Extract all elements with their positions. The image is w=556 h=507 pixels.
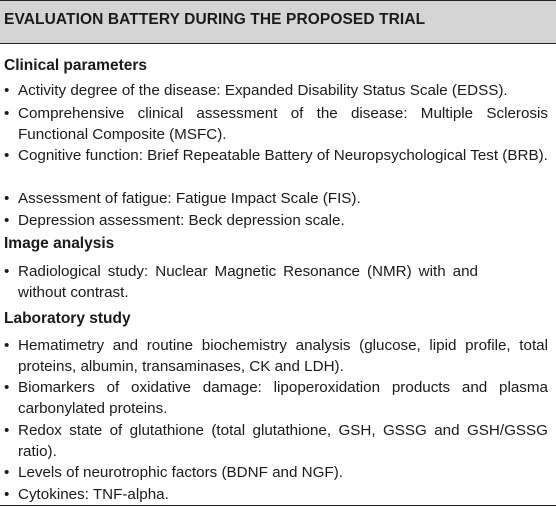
section-heading-laboratory-study: Laboratory study [4,310,131,327]
section-heading-clinical-parameters: Clinical parameters [4,57,148,74]
list-item [4,485,548,506]
bullet-icon: • [4,337,10,354]
list-item-text: Comprehensive clinical assessment of the disease: Multiple Sclerosis Functional Composite (MSFC). [18,105,548,143]
list-item [4,262,548,303]
list-item [4,104,548,145]
list-item-text: Depression assessment: Beck depression scale. [18,212,345,229]
list-item [4,378,548,419]
bullet-icon: • [4,263,10,280]
list-item-text: Assessment of fatigue: Fatigue Impact Scale (FIS). [18,190,361,207]
section-heading-image-analysis: Image analysis [4,235,115,252]
table-bottom-border [0,505,556,506]
bullet-icon: • [4,82,10,99]
list-item [4,189,548,210]
bullet-icon: • [4,464,10,481]
table-header [0,0,556,44]
bullet-icon: • [4,486,10,503]
list-item [4,211,548,232]
bullet-icon: • [4,212,10,229]
list-item-text: Cytokines: TNF-alpha. [18,486,169,503]
list-item [4,421,548,462]
list-item [4,463,548,484]
list-item [4,336,548,377]
list-item-text: Radiological study: Nuclear Magnetic Resonance (NMR) with and without contrast. [18,263,478,301]
list-item-text: Activity degree of the disease: Expanded Disability Status Scale (EDSS). [18,82,508,99]
table-title: EVALUATION BATTERY DURING THE PROPOSED TRIAL [4,11,426,28]
bullet-icon: • [4,147,10,164]
bullet-icon: • [4,379,10,396]
list-item-text: Hematimetry and routine biochemistry analysis (glucose, lipid profile, total proteins, albumin, transaminases, CK and LDH). [18,337,548,375]
list-item-text: Cognitive function: Brief Repeatable Battery of Neuropsychological Test (BRB). [18,147,548,164]
list-item-text: Redox state of glutathione (total glutathione, GSH, GSSG and GSH/GSSG ratio). [18,422,548,460]
list-item-text: Levels of neurotrophic factors (BDNF and NGF). [18,464,343,481]
bullet-icon: • [4,105,10,122]
bullet-icon: • [4,190,10,207]
list-item-text: Biomarkers of oxidative damage: lipoperoxidation products and plasma carbonylated proteins. [18,379,548,417]
list-item [4,81,548,102]
bullet-icon: • [4,422,10,439]
list-item [4,146,548,167]
